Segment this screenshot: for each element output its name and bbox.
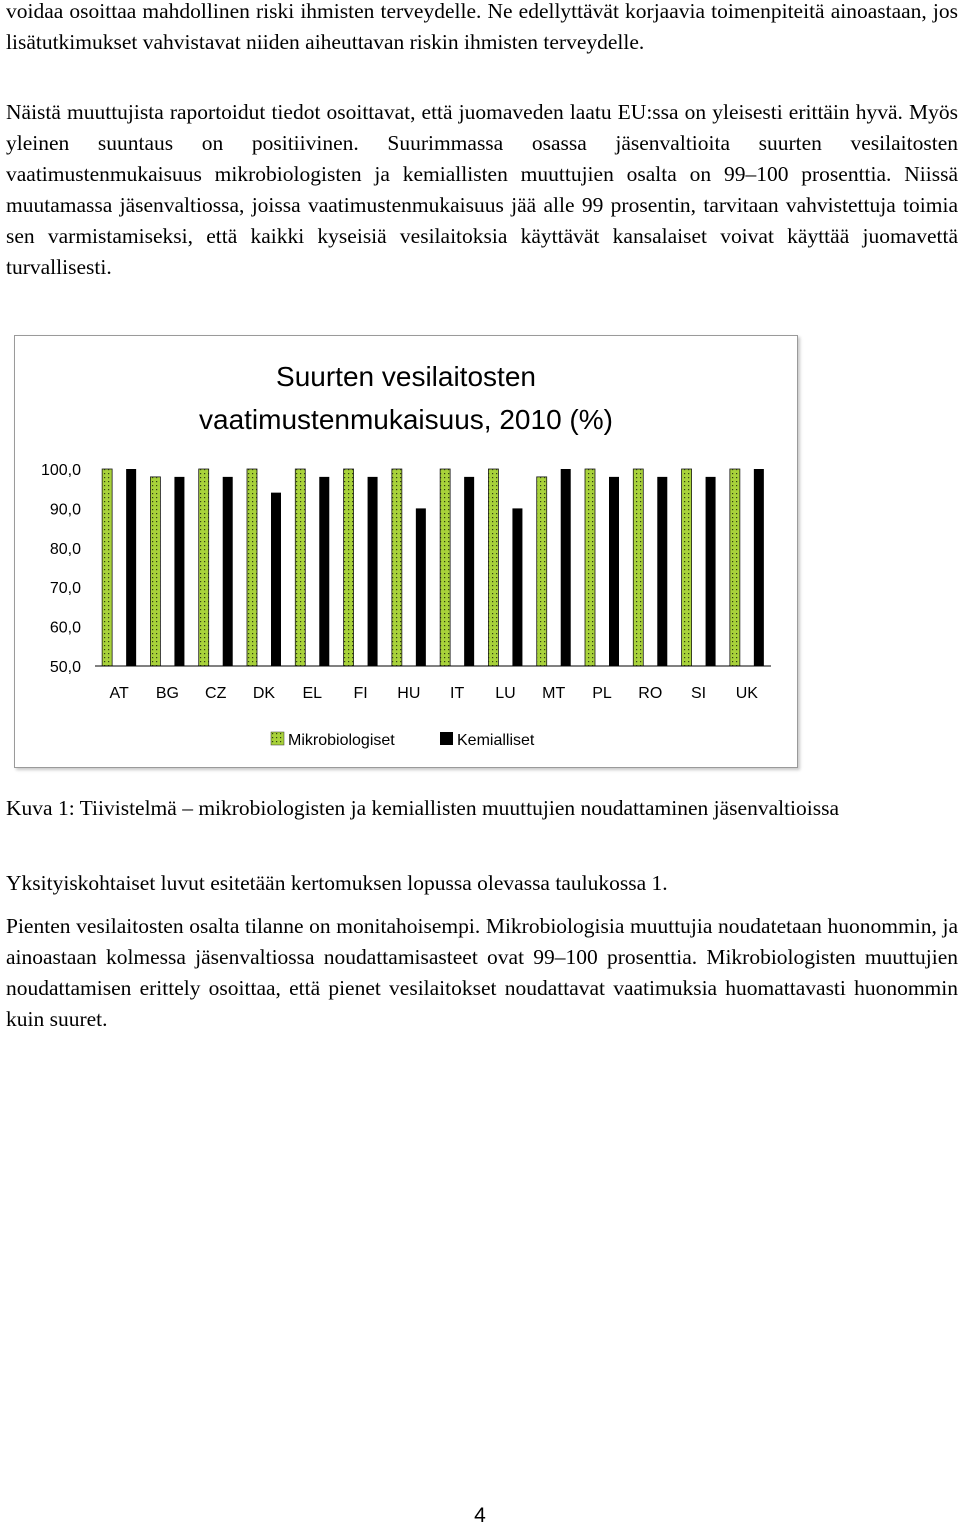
x-tick-label-cz: CZ [205, 685, 227, 702]
paragraph-intro: voidaa osoittaa mahdollinen riski ihmisten terveydelle. Ne edellyttävät korjaavia toimenpiteitä ainoastaan, jos lisätutkimukset vahvistavat niiden aiheuttavan riskin ihmisten terveydelle. [6, 0, 958, 54]
bar-it-mikrobiologiset [440, 469, 450, 666]
bar-hu-mikrobiologiset [392, 469, 402, 666]
legend-swatch-kemialliset [440, 732, 453, 745]
x-tick-label-uk: UK [735, 685, 758, 702]
legend-label-mikrobiologiset: Mikrobiologiset [288, 732, 395, 749]
x-tick-label-dk: DK [252, 685, 276, 702]
bar-at-kemialliset [126, 469, 136, 666]
bar-at-mikrobiologiset [102, 469, 112, 666]
bar-uk-kemialliset [754, 469, 764, 666]
paragraph-details: Yksityiskohtaiset luvut esitetään kertomuksen lopussa olevassa taulukossa 1. [6, 871, 668, 895]
y-tick-label: 70,0 [49, 580, 81, 598]
bar-bg-kemialliset [174, 477, 184, 666]
bar-fi-kemialliset [368, 477, 378, 666]
page-number: 4 [474, 1504, 486, 1527]
bar-hu-kemialliset [416, 508, 426, 666]
bar-ro-kemialliset [657, 477, 667, 666]
figure-caption: Kuva 1: Tiivistelmä – mikrobiologisten ja kemiallisten muuttujien noudattaminen jäsenvaltioissa [6, 796, 840, 820]
legend-label-kemialliset: Kemialliset [457, 732, 535, 749]
bar-fi-mikrobiologiset [344, 469, 354, 666]
x-tick-label-hu: HU [397, 685, 421, 702]
x-tick-label-at: AT [109, 685, 129, 702]
y-tick-label: 90,0 [49, 501, 81, 519]
bar-uk-mikrobiologiset [730, 469, 740, 666]
paragraph-quality: Näistä muuttujista raportoidut tiedot osoittavat, että juomaveden laatu EU:ssa on yleisesti erittäin hyvä. Myös yleinen suuntaus on positiivinen. Suurimmassa osassa jäsenvaltioita suurten vesilaitosten vaatimustenmukaisuus mikrobiologisten ja kemiallisten muuttujien osalta on 99–100 prosenttia. Niissä muutamassa jäsenvaltiossa, joissa vaatimustenmukaisuus jää alle 99 prosentin, tarvitaan vahvistettuja toimia sen varmistamiseksi, että kaikki kyseisiä vesilaitoksia käyttävät kansalaiset voivat käyttää juomavettä turvallisesti. [6, 100, 958, 279]
x-tick-label-lu: LU [495, 685, 516, 702]
legend-swatch-mikrobiologiset [271, 732, 284, 745]
paragraph-small-plants: Pienten vesilaitosten osalta tilanne on monitahoisempi. Mikrobiologisia muuttujia noudatetaan huonommin, ja ainoastaan kolmessa jäsenvaltiossa noudattamisasteet ovat 99–100 prosenttia. Mikrobiologisten muuttujien noudattamisen erittely osoittaa, että pienet vesilaitokset noudattavat vaatimuksia huomattavasti huonommin kuin suuret. [6, 914, 958, 1031]
chart-title-line-1: Suurten vesilaitosten [276, 361, 536, 392]
x-tick-label-ro: RO [638, 685, 663, 702]
bar-lu-mikrobiologiset [488, 469, 498, 666]
x-tick-label-mt: MT [542, 685, 566, 702]
compliance-chart [15, 336, 799, 769]
chart-frame [14, 335, 798, 768]
bar-si-kemialliset [706, 477, 716, 666]
bar-ro-mikrobiologiset [633, 469, 643, 666]
bar-dk-kemialliset [271, 493, 281, 666]
bar-dk-mikrobiologiset [247, 469, 257, 666]
bar-cz-mikrobiologiset [199, 469, 209, 666]
y-tick-label: 80,0 [49, 540, 81, 558]
x-tick-label-el: EL [302, 685, 323, 702]
bar-cz-kemialliset [223, 477, 233, 666]
bar-bg-mikrobiologiset [150, 477, 160, 666]
bar-mt-kemialliset [561, 469, 571, 666]
x-tick-label-pl: PL [592, 685, 612, 702]
chart-title-line-2: vaatimustenmukaisuus, 2010 (%) [199, 404, 613, 435]
y-tick-label: 50,0 [49, 659, 81, 676]
x-tick-label-fi: FI [353, 685, 368, 702]
bar-pl-kemialliset [609, 477, 619, 666]
x-tick-label-si: SI [691, 685, 707, 702]
y-tick-label: 60,0 [49, 619, 81, 637]
x-tick-label-bg: BG [155, 685, 179, 702]
bar-pl-mikrobiologiset [585, 469, 595, 666]
bar-si-mikrobiologiset [682, 469, 692, 666]
bar-it-kemialliset [464, 477, 474, 666]
y-tick-label: 100,0 [40, 462, 81, 479]
bar-el-kemialliset [319, 477, 329, 666]
bar-el-mikrobiologiset [295, 469, 305, 666]
bar-lu-kemialliset [512, 508, 522, 666]
x-tick-label-it: IT [450, 685, 465, 702]
bar-mt-mikrobiologiset [537, 477, 547, 666]
legend [271, 732, 535, 749]
